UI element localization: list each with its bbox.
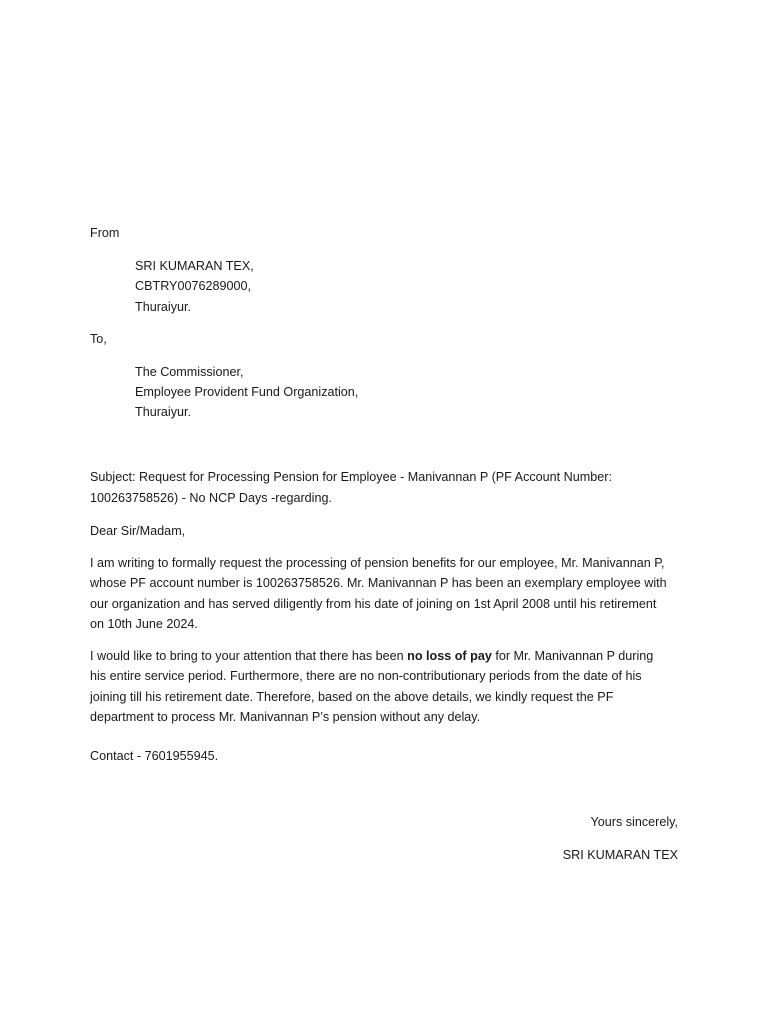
from-label: From: [90, 226, 120, 240]
paragraph-2-emphasis: no loss of pay: [407, 649, 492, 663]
to-label: To,: [90, 332, 107, 346]
sender-name: SRI KUMARAN TEX,: [135, 259, 254, 273]
recipient-title: The Commissioner,: [135, 365, 244, 379]
paragraph-1-line-4: on 10th June 2024.: [90, 617, 198, 631]
paragraph-2-line-1-pre: I would like to bring to your attention that there has been: [90, 649, 408, 663]
paragraph-1-line-2: whose PF account number is 100263758526. Mr. Manivannan P has been an exemplary employee with: [90, 576, 667, 590]
paragraph-2-line-1-post: for Mr. Manivannan P during: [491, 649, 654, 663]
subject-line-2: 100263758526) - No NCP Days -regarding.: [90, 491, 332, 505]
paragraph-2-line-2: his entire service period. Furthermore, there are no non-contributionary periods from the date of his: [90, 669, 642, 683]
paragraph-2-line-3: joining till his retirement date. Therefore, based on the above details, we kindly request the PF: [90, 690, 614, 704]
paragraph-2-line-4: department to process Mr. Manivannan P’s pension without any delay.: [90, 710, 481, 724]
recipient-city: Thuraiyur.: [135, 405, 191, 419]
paragraph-1-line-3: our organization and has served diligently from his date of joining on 1st April 2008 until his retirement: [90, 597, 657, 611]
paragraph-2-line-1: [90, 646, 653, 666]
subject-line-1: Subject: Request for Processing Pension for Employee - Manivannan P (PF Account Number:: [90, 470, 612, 484]
sender-city: Thuraiyur.: [135, 300, 191, 314]
salutation: Dear Sir/Madam,: [90, 524, 186, 538]
signature: SRI KUMARAN TEX: [562, 848, 678, 862]
sender-code: CBTRY0076289000,: [135, 279, 251, 293]
paragraph-1-line-1: I am writing to formally request the processing of pension benefits for our employee, Mr. Manivannan P,: [90, 556, 665, 570]
closing: Yours sincerely,: [590, 815, 678, 829]
recipient-organization: Employee Provident Fund Organization,: [135, 385, 359, 399]
contact-line: Contact - 7601955945.: [90, 749, 219, 763]
